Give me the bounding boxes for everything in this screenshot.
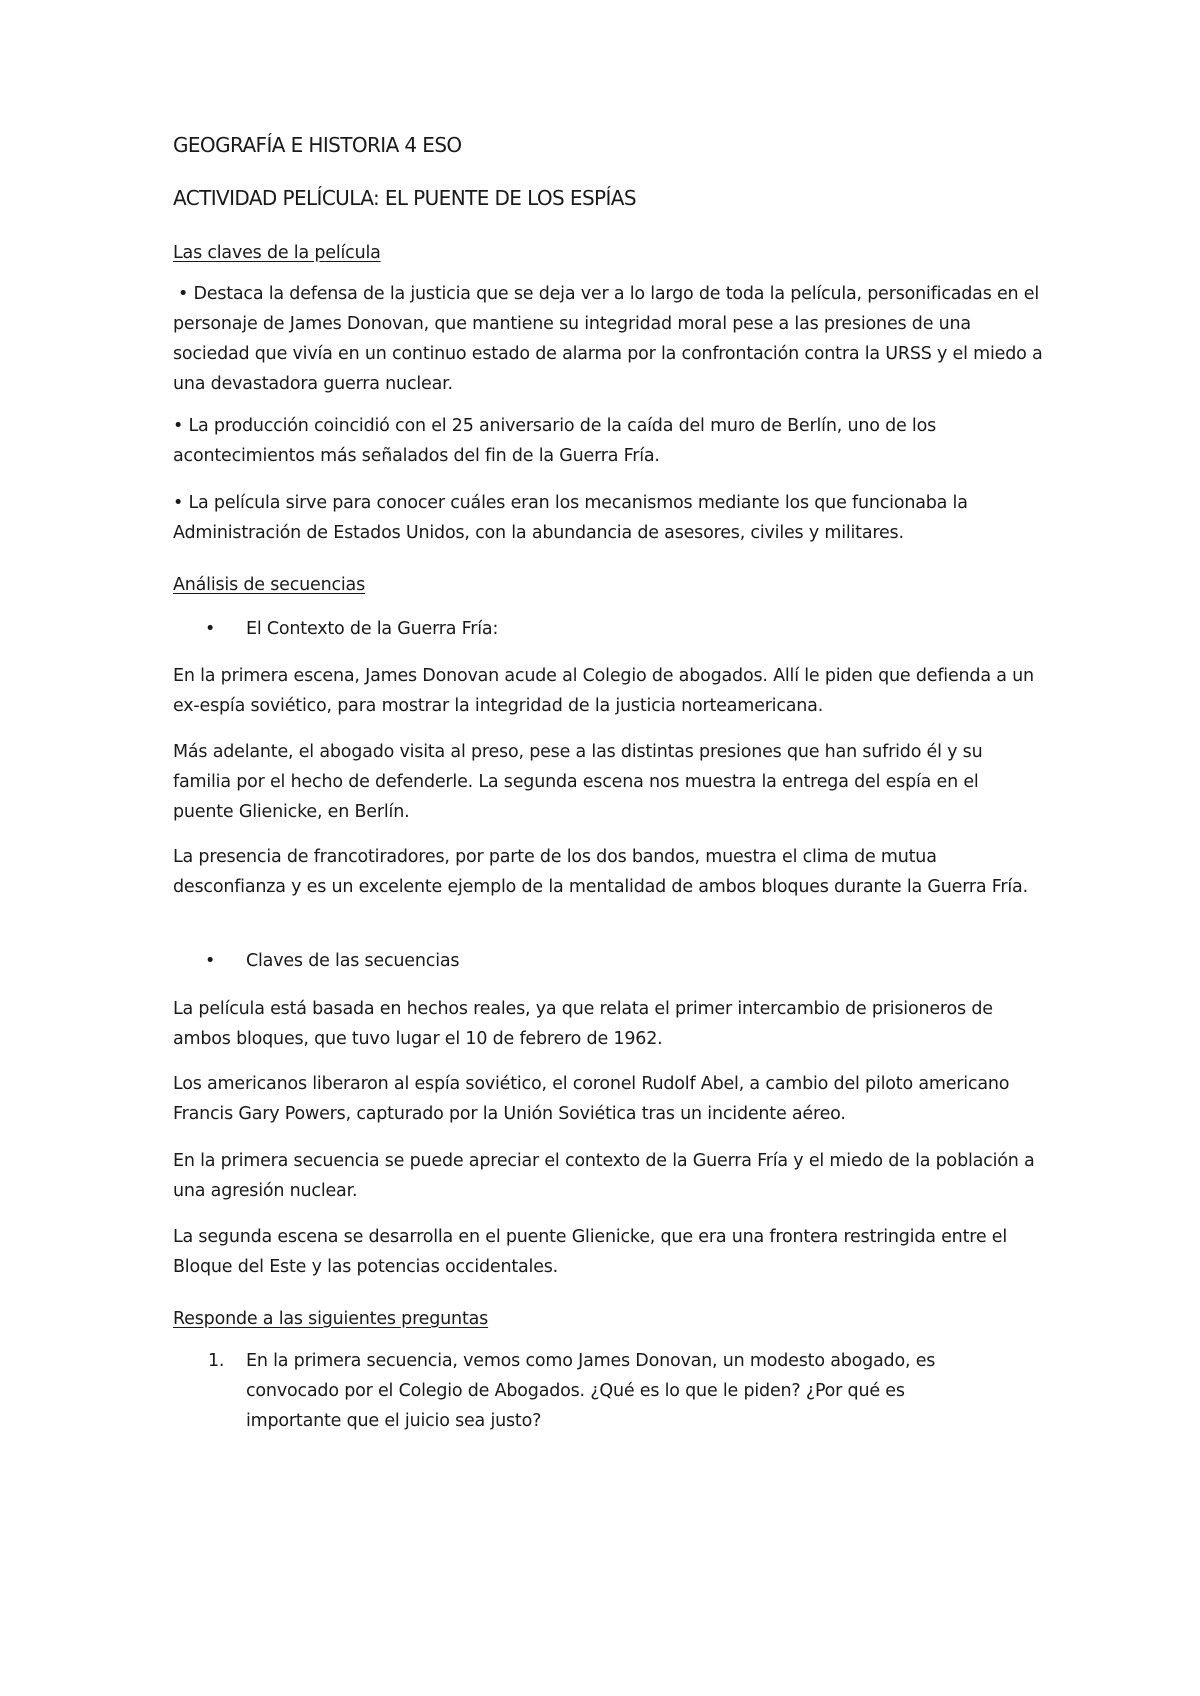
list-item-label: Claves de las secuencias	[246, 951, 460, 971]
bullet-icon: •	[205, 951, 216, 971]
paragraph-secuencias-1: La película está basada en hechos reales, ya que relata el primer intercambio de prisioneros de ambos bloques, que tuvo lugar el 10 de febrero de 1962.	[173, 999, 993, 1049]
paragraph-analisis-1: En la primera escena, James Donovan acude al Colegio de abogados. Allí le piden que defienda a un ex-espía soviético, para mostrar la integridad de la justicia norteamericana.	[173, 666, 1034, 716]
question-number: 1.	[208, 1351, 225, 1371]
paragraph-analisis-3: La presencia de francotiradores, por parte de los dos bandos, muestra el clima de mutua desconfianza y es un excelente ejemplo de la mentalidad de ambos bloques durante la Guerra Fría.	[173, 847, 1028, 897]
list-item-label: El Contexto de la Guerra Fría:	[246, 619, 499, 639]
paragraph-claves-3: • La película sirve para conocer cuáles eran los mecanismos mediante los que funcionaba la Administración de Estados Unidos, con la abundancia de asesores, civiles y militares.	[173, 493, 968, 543]
paragraph-secuencias-2: Los americanos liberaron al espía soviético, el coronel Rudolf Abel, a cambio del piloto americano Francis Gary Powers, capturado por la Unión Soviética tras un incidente aéreo.	[173, 1074, 1010, 1124]
section-heading-analisis: Análisis de secuencias	[173, 575, 365, 595]
paragraph-secuencias-4: La segunda escena se desarrolla en el puente Glienicke, que era una frontera restringida entre el Bloque del Este y las potencias occidentales.	[173, 1227, 1008, 1277]
question-item	[173, 1346, 1043, 1436]
section-heading-claves: Las claves de la película	[173, 243, 381, 263]
paragraph-claves-1: • Destaca la defensa de la justicia que se deja ver a lo largo de toda la película, personificadas en el personaje de James Donovan, que mantiene su integridad moral pese a las presiones de una sociedad que vivía en un continuo estado de alarma por la confrontación contra la URSS y el miedo a una devastadora guerra nuclear.	[173, 284, 1043, 394]
paragraph-claves-2: • La producción coincidió con el 25 aniversario de la caída del muro de Berlín, uno de los acontecimientos más señalados del fin de la Guerra Fría.	[173, 416, 937, 466]
document-subtitle: ACTIVIDAD PELÍCULA: EL PUENTE DE LOS ESPÍAS	[173, 186, 636, 210]
paragraph-secuencias-3: En la primera secuencia se puede apreciar el contexto de la Guerra Fría y el miedo de la población a una agresión nuclear.	[173, 1151, 1035, 1201]
paragraph-analisis-2: Más adelante, el abogado visita al preso, pese a las distintas presiones que han sufrido él y su familia por el hecho de defenderle. La segunda escena nos muestra la entrega del espía en el puente Glienicke, en Berlín.	[173, 742, 983, 822]
question-text: En la primera secuencia, vemos como James Donovan, un modesto abogado, es convocado por el Colegio de Abogados. ¿Qué es lo que le piden? ¿Por qué es importante que el juicio sea justo?	[246, 1351, 936, 1431]
bullet-icon: •	[205, 619, 216, 639]
section-heading-preguntas: Responde a las siguientes preguntas	[173, 1309, 489, 1329]
document-title: GEOGRAFÍA E HISTORIA 4 ESO	[173, 133, 462, 157]
